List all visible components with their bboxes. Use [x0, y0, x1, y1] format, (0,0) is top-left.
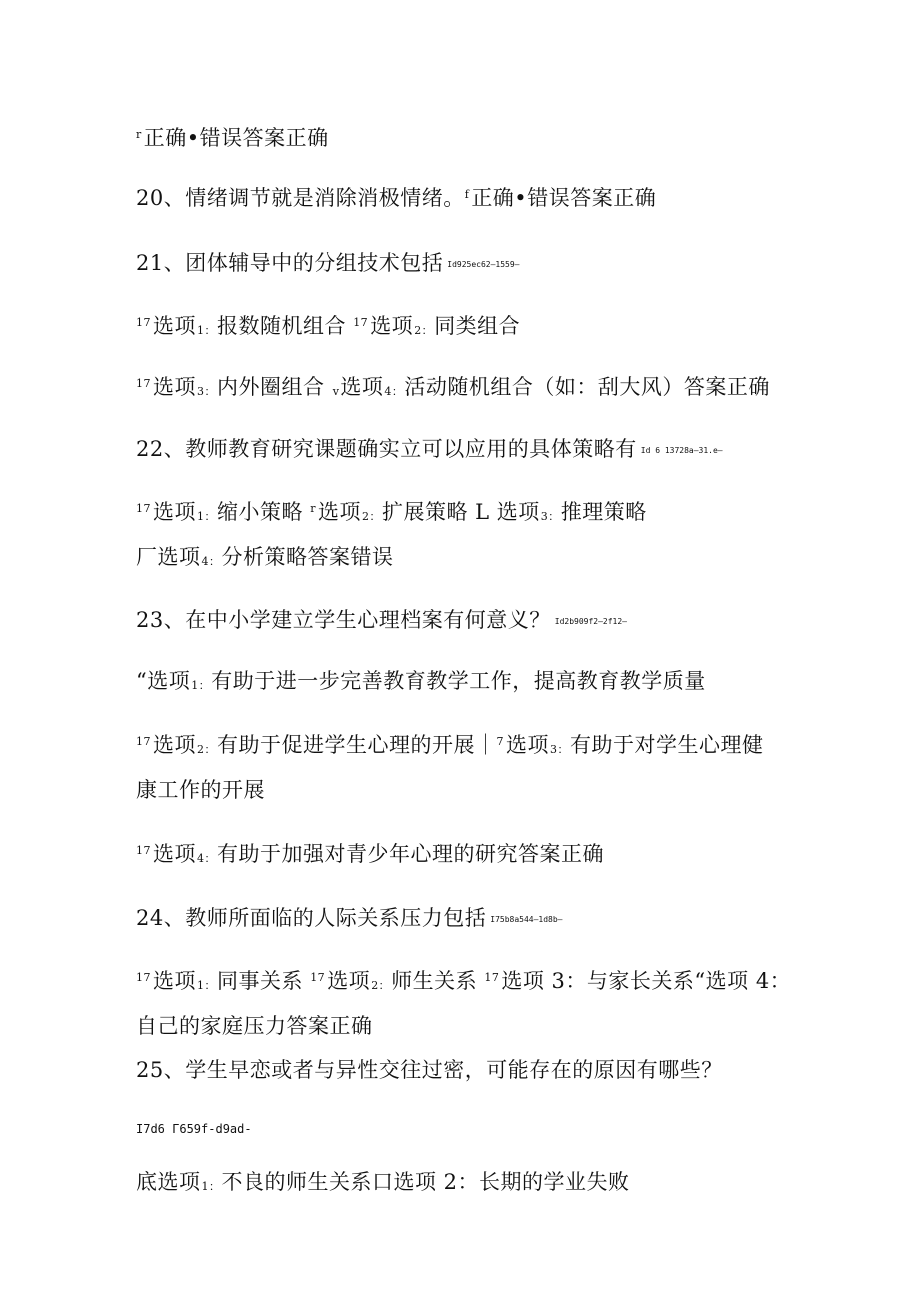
option-marker: 17	[136, 316, 151, 329]
question-text: 20、情绪调节就是消除消极情绪。	[136, 186, 465, 210]
option-label: 选项	[153, 500, 196, 524]
option-text: 推理策略	[560, 500, 647, 524]
option-text: 有助于促进学生心理的开展｜	[217, 733, 497, 757]
option-number: 3：	[550, 743, 569, 756]
option-number: 1：	[197, 324, 216, 337]
option-text: 有助于对学生心理健	[570, 733, 764, 757]
question-22	[136, 435, 723, 465]
option-number: 1：	[197, 510, 216, 523]
option-number: 2：	[414, 324, 434, 337]
option-text: 内外圈组合	[217, 375, 325, 399]
answer-text: 正确•错误答案正确	[143, 126, 329, 150]
option-marker: 17	[136, 971, 151, 984]
option-label: 选项	[153, 314, 196, 338]
option-label: 选项	[317, 500, 361, 524]
option-text: 选项 3：与家长关系“选项 4：	[501, 969, 792, 993]
option-text: 活动随机组合（如：刮大风）答案正确	[404, 375, 770, 399]
option-label: 选项	[370, 314, 414, 338]
option-text: 分析策略答案错误	[221, 545, 394, 569]
line-answer-19	[136, 121, 329, 152]
option-number: 1：	[201, 1180, 221, 1193]
options-21-b	[136, 370, 770, 406]
option-marker: v	[332, 385, 340, 398]
question-id: I7d6 Γ659f-d9ad-	[136, 1122, 252, 1136]
option-number: 1：	[197, 979, 216, 992]
option-marker: 7	[496, 735, 504, 748]
option-label: 选项	[506, 733, 549, 757]
option-marker: 17	[136, 735, 151, 748]
option-text: 有助于加强对青少年心理的研究答案正确	[217, 842, 604, 866]
option-number: 3：	[540, 510, 560, 523]
option-label: 选项	[153, 733, 196, 757]
option-number: 2：	[197, 743, 216, 756]
options-23-b	[136, 728, 764, 764]
option-number: 1：	[191, 679, 211, 692]
options-23-b-cont	[136, 776, 265, 804]
option-number: 4：	[201, 555, 221, 568]
option-label: “选项	[136, 669, 191, 693]
question-23	[136, 606, 627, 636]
option-number: 4：	[384, 385, 404, 398]
option-number: 3：	[197, 385, 216, 398]
option-marker: 17	[136, 502, 151, 515]
option-label: 选项	[327, 969, 371, 993]
question-20	[136, 181, 656, 212]
question-text: 21、团体辅导中的分组技术包括	[136, 251, 444, 275]
option-label: 厂选项	[136, 545, 201, 569]
option-text: 缩小策略	[217, 500, 303, 524]
option-marker: f	[464, 188, 470, 201]
options-24-a-cont	[136, 1012, 373, 1040]
options-21-a	[136, 309, 520, 345]
option-marker: r	[136, 128, 142, 141]
option-marker: 17	[353, 316, 369, 329]
question-21	[136, 249, 520, 279]
option-text: 不良的师生关系口选项 2：长期的学业失败	[221, 1170, 630, 1194]
option-marker: 17	[136, 377, 151, 390]
option-marker: 17	[310, 971, 326, 984]
options-22-b	[136, 543, 394, 576]
option-marker: r	[310, 502, 316, 515]
question-id: Id925ec62—1559—	[447, 260, 520, 269]
option-text: 师生关系	[391, 969, 478, 993]
option-text: 有助于进一步完善教育教学工作，提高教育教学质量	[211, 669, 706, 693]
option-text: 自己的家庭压力答案正确	[136, 1014, 373, 1038]
options-25-a	[136, 1168, 630, 1201]
question-text: 24、教师所面临的人际关系压力包括	[136, 906, 487, 930]
options-23-a	[136, 667, 706, 700]
option-text: 同类组合	[434, 314, 521, 338]
options-22-a	[136, 495, 647, 531]
question-text: 22、教师教育研究课题确实立可以应用的具体策略有	[136, 437, 637, 461]
answer-text: 正确•错误答案正确	[471, 186, 657, 210]
option-label: 选项	[153, 375, 196, 399]
option-number: 4：	[197, 852, 216, 865]
option-text: 康工作的开展	[136, 778, 265, 802]
question-25-id	[136, 1112, 252, 1143]
question-text: 25、学生早恋或者与异性交往过密，可能存在的原因有哪些？	[136, 1058, 723, 1082]
option-label: 底选项	[136, 1170, 201, 1194]
options-23-c	[136, 837, 604, 873]
option-number: 2：	[361, 510, 381, 523]
option-text: 扩展策略 L 选项	[381, 500, 540, 524]
question-24	[136, 904, 563, 934]
option-text: 报数随机组合	[217, 314, 346, 338]
option-marker: 17	[136, 844, 151, 857]
question-25	[136, 1056, 723, 1084]
question-id: Id2b909f2—2f12—	[554, 617, 627, 626]
question-id: I75b8a544—1d8b—	[490, 915, 563, 924]
question-text: 23、在中小学建立学生心理档案有何意义？	[136, 608, 551, 632]
option-text: 同事关系	[217, 969, 303, 993]
option-label: 选项	[340, 375, 384, 399]
question-id: Id 6 13728a—31.e—	[640, 446, 723, 455]
option-marker: 17	[484, 971, 500, 984]
option-label: 选项	[153, 969, 196, 993]
option-label: 选项	[153, 842, 196, 866]
options-24-a	[136, 964, 791, 1000]
option-number: 2：	[371, 979, 391, 992]
